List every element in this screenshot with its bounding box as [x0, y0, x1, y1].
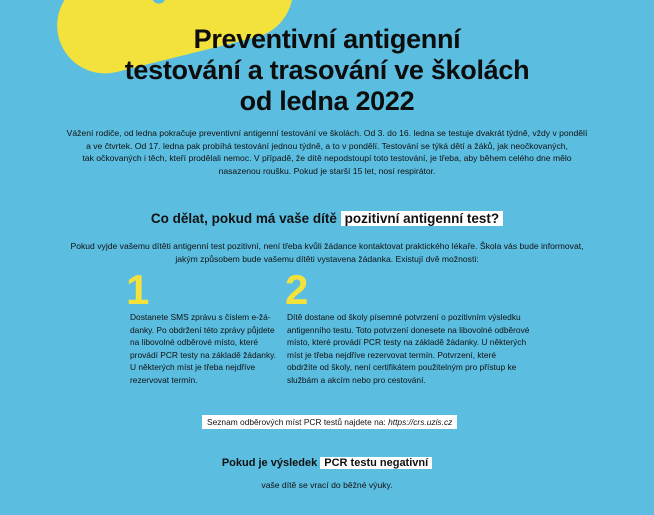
option-line: na libovolné odběrové místo, které: [130, 337, 259, 348]
page-title: [0, 24, 654, 117]
heading-highlight: PCR testu negativní: [320, 457, 432, 469]
option-2-text: [287, 311, 537, 387]
option-line: obdržíte od školy, není certifikátem použitelným pro přístup ke: [287, 362, 517, 373]
positive-test-paragraph: [60, 240, 594, 265]
option-line: danky. Po obdržení této zprávy půjdete: [130, 324, 275, 335]
option-line: provádí PCR testy na základě žádanky.: [130, 349, 277, 360]
negative-test-heading: [0, 457, 654, 469]
option-number-2: 2: [285, 266, 309, 313]
paragraph-line: Pokud vyjde vašemu dítěti antigenní test pozitivní, není třeba kvůli žádance kontaktovat praktického lékaře. Škola vás bude informovat,: [70, 241, 584, 251]
option-line: rezervovat termín.: [130, 374, 198, 385]
option-line: míst je třeba nejdříve rezervovat termín. Potvrzení, které: [287, 349, 496, 360]
positive-test-heading: [0, 211, 654, 226]
pcr-sites-link[interactable]: https://crs.uzis.cz: [388, 417, 453, 427]
title-line: od ledna 2022: [239, 86, 415, 116]
option-number-1: 1: [126, 266, 150, 313]
pcr-sites-text: Seznam odběrových míst PCR testů najdete na:: [207, 417, 386, 427]
negative-test-text: vaše dítě se vrací do běžné výuky.: [261, 480, 393, 490]
heading-highlight: pozitivní antigenní test?: [341, 211, 504, 226]
option-line: místo, které provádí PCR testy na základě žádanky. U některých: [287, 337, 527, 348]
intro-line: tak očkovaných i těch, kteří prodělali nemoc. V případě, že dítě nepodstoupí toto testování, je třeba, aby během celého dne mělo: [82, 153, 572, 164]
heading-prefix: Co dělat, pokud má vaše dítě: [150, 211, 337, 226]
intro-line: a ve čtvrtek. Od 17. ledna pak probíhá testování jednou týdně, a to v pondělí. Testování se týká dětí a žáků, jak neočkovaných,: [86, 140, 568, 151]
option-line: U některých míst je třeba nejdříve: [130, 362, 256, 373]
option-1-text: [130, 311, 280, 387]
title-line: testování a trasování ve školách: [124, 55, 530, 85]
heading-prefix: Pokud je výsledek: [221, 457, 318, 469]
title-line: Preventivní antigenní: [193, 24, 461, 54]
intro-line: nasazenou roušku. Pokud je starší 15 let, nosí respirátor.: [218, 165, 436, 176]
option-line: službám a akcím nebo pro cestování.: [287, 374, 426, 385]
option-line: Dostanete SMS zprávu s číslem e-žá-: [130, 312, 271, 322]
dot-icon: [150, 0, 167, 5]
paragraph-line: jakým způsobem bude vašemu dítěti vystavena žádanka. Existují dvě možnosti:: [175, 253, 479, 264]
pcr-sites-box: [202, 415, 457, 429]
option-line: antigenního testu. Toto potvrzení donesete na libovolné odběrové: [287, 324, 530, 335]
intro-paragraph: [60, 127, 594, 177]
intro-line: Vážení rodiče, od ledna pokračuje preventivní antigenní testování ve školách. Od 3. do 16. ledna se testuje dvakrát týdně, vždy v pondělí: [66, 128, 588, 138]
option-line: Dítě dostane od školy písemné potvrzení o pozitivním výsledku: [287, 312, 521, 322]
